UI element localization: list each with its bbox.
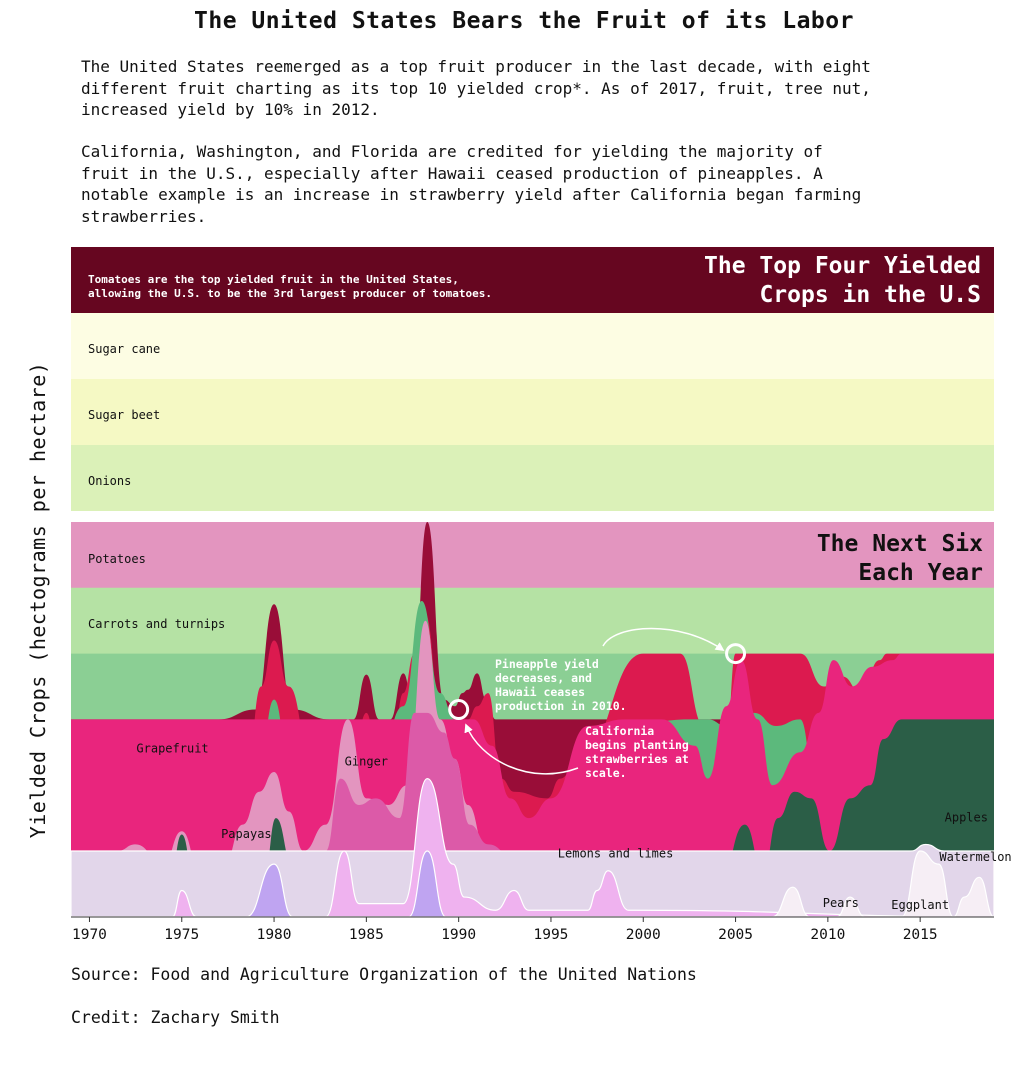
series-label-ginger: Ginger (344, 754, 389, 769)
panel1-title-line-1: The Top Four Yielded (704, 253, 981, 279)
annotation-0-line-1: decreases, and (495, 671, 592, 685)
header-note-rest: are the top yielded fruit in the United States, (140, 273, 459, 286)
x-tick-label-2015: 2015 (902, 927, 938, 943)
source-note: Source: Food and Agriculture Organization of the United Nations (71, 965, 697, 984)
stream-layers (71, 522, 994, 922)
series-label-watermelon: Watermelon (939, 849, 1012, 864)
credit-note: Credit: Zachary Smith (71, 1008, 280, 1027)
series-label-apples: Apples (944, 810, 988, 825)
annotation-1-line-0: California (585, 724, 655, 738)
x-tick-label-2000: 2000 (625, 927, 661, 943)
header-note-bold: Tomatoes (88, 273, 141, 286)
annotation-1-line-3: scale. (585, 766, 627, 780)
panel2-title-line-1: The Next Six (816, 531, 983, 557)
series-label-lemons-and-limes: Lemons and limes (557, 846, 674, 861)
x-tick-label-1980: 1980 (256, 927, 292, 943)
annotation-0-line-0: Pineapple yield (495, 657, 599, 671)
x-tick-label-1975: 1975 (164, 927, 200, 943)
series-label-eggplant: Eggplant (891, 897, 950, 912)
rank-label-sugar-beet: Sugar beet (88, 408, 161, 422)
band-sugar-cane (71, 313, 994, 379)
x-tick-label-1990: 1990 (441, 927, 477, 943)
y-axis-label: Yielded Crops (hectograms per hectare) (26, 361, 50, 839)
rank-label-sugar-cane: Sugar cane (88, 342, 161, 356)
x-tick-label-2010: 2010 (810, 927, 846, 943)
annotation-0-line-2: Hawaii ceases (495, 685, 586, 699)
rank-label-onions: Onions (88, 474, 132, 488)
header-note-line-2: allowing the U.S. to be the 3rd largest producer of tomatoes. (88, 287, 492, 300)
intro-paragraph-1: The United States reemerged as a top fruit producer in the last decade, with eight different fruit charting as its top 10 yielded crop*. As of 2017, fruit, tree nut, increased yield by 10% in 2012. (81, 57, 871, 119)
series-label-pears: Pears (822, 895, 859, 910)
annotation-1-line-2: strawberries at (585, 752, 689, 766)
annotation-0-line-3: production in 2010. (495, 699, 627, 713)
header-note-line-1 (88, 273, 459, 286)
x-tick-label-1985: 1985 (348, 927, 384, 943)
x-tick-label-1995: 1995 (533, 927, 569, 943)
band-onions (71, 445, 994, 511)
series-label-papayas: Papayas (221, 826, 272, 841)
intro-paragraph-2: California, Washington, and Florida are credited for yielding the majority of fruit in the U.S., especially after Hawaii ceased production of pineapples. A notable example is an increase in strawberry yield after California began farming strawberries. (81, 142, 862, 226)
page-title: The United States Bears the Fruit of its Labor (194, 8, 854, 34)
annotation-1-line-1: begins planting (585, 738, 689, 752)
rank-label-carrots: Carrots and turnips (88, 617, 226, 631)
x-axis (71, 917, 994, 943)
rank-label-potatoes: Potatoes (88, 552, 146, 566)
band-sugar-beet (71, 379, 994, 445)
x-tick-label-2005: 2005 (718, 927, 754, 943)
x-tick-label-1970: 1970 (71, 927, 107, 943)
panel1-title-line-2: Crops in the U.S (759, 282, 981, 308)
series-label-grapefruit: Grapefruit (136, 741, 209, 756)
panel2-title-line-2: Each Year (858, 560, 983, 586)
